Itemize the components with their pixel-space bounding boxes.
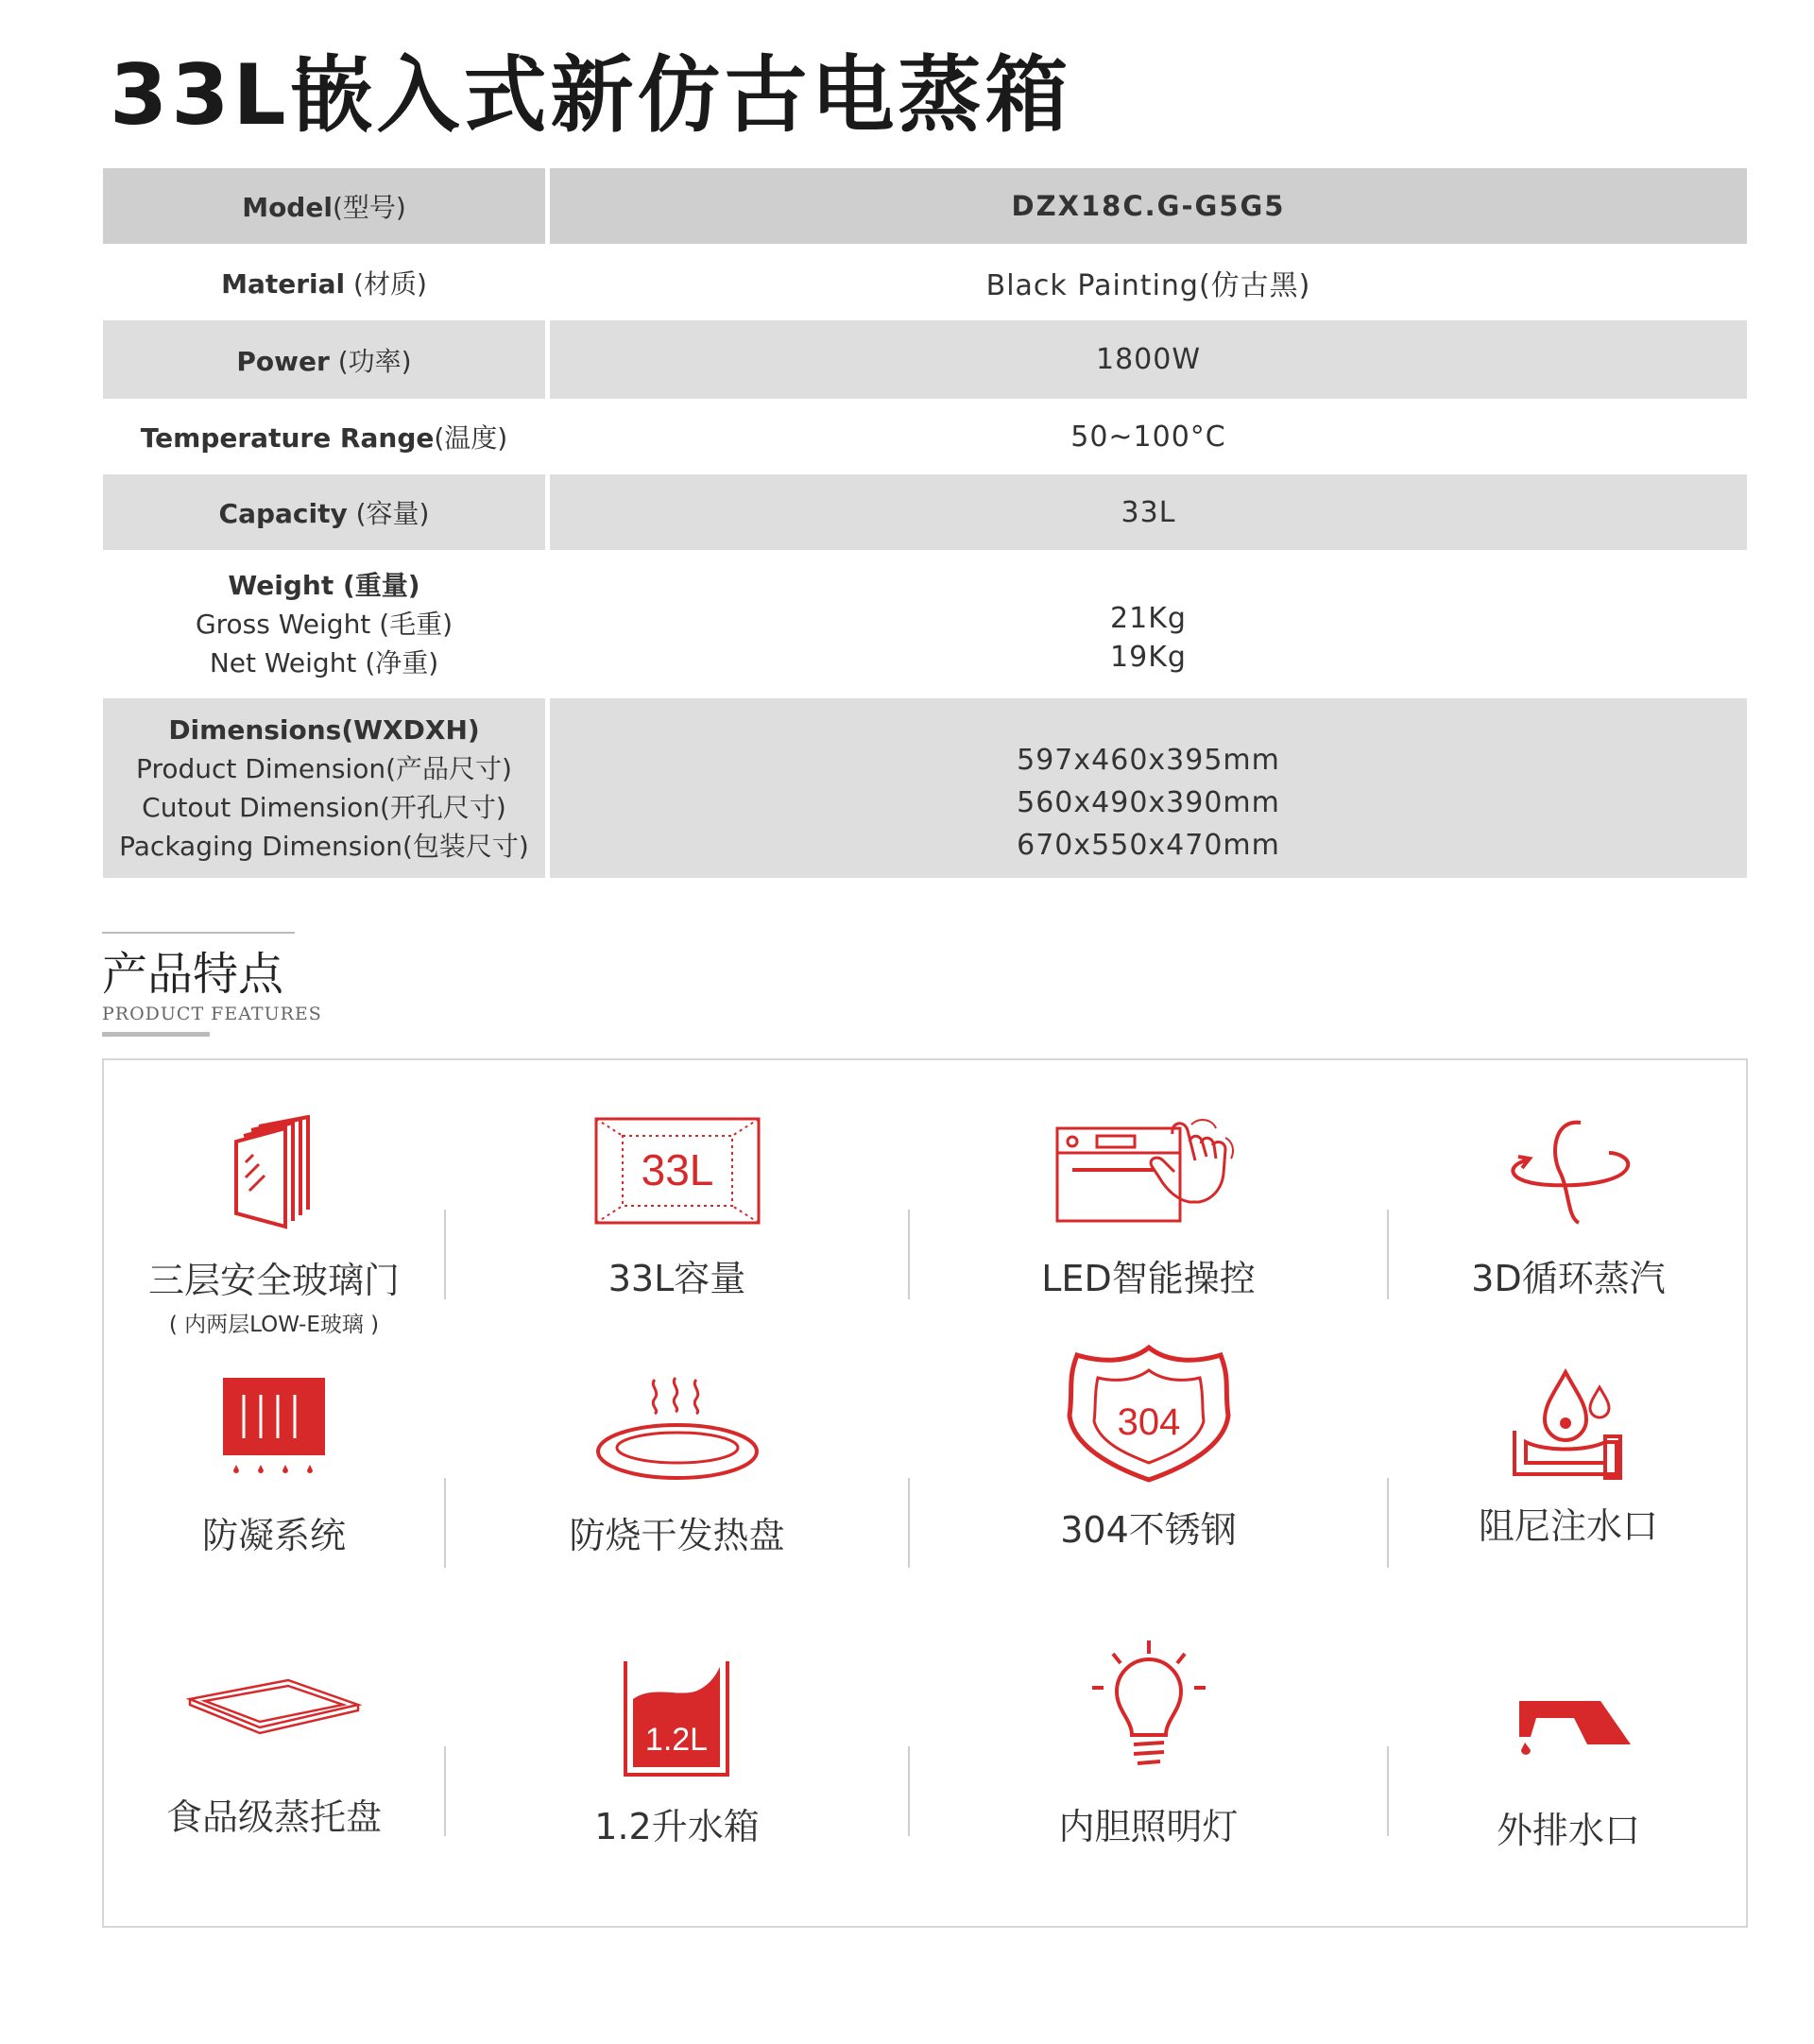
stainless-steel-shield-icon	[1064, 1342, 1234, 1484]
feature-label: 内胆照明灯	[1058, 1806, 1239, 1847]
feature-led-control	[910, 1115, 1387, 1301]
temperature-label-cn: (温度)	[434, 422, 508, 454]
model-label-cn: (型号)	[332, 192, 406, 223]
capacity-label-cn: (容量)	[347, 498, 430, 529]
water-tank-icon-text: 1.2L	[644, 1722, 708, 1758]
feature-heating-plate	[446, 1372, 908, 1558]
packaging-dimension-label: Packaging Dimension(包装尺寸)	[119, 831, 529, 862]
feature-stainless-304	[910, 1342, 1387, 1553]
damped-water-inlet-icon	[1507, 1365, 1630, 1484]
material-value: Black Painting(仿古黑)	[985, 268, 1311, 302]
external-drain-icon	[1502, 1695, 1634, 1767]
capacity-icon	[592, 1115, 762, 1227]
spec-row-model	[103, 168, 1747, 244]
water-tank-icon	[616, 1658, 739, 1780]
feature-capacity	[446, 1115, 908, 1301]
feature-label: 3D循环蒸汽	[1471, 1258, 1666, 1299]
spec-row-material	[103, 244, 1747, 320]
section-bottom-rule	[102, 1032, 210, 1037]
capacity-value: 33L	[1121, 495, 1176, 529]
dimensions-label: Dimensions(WXDXH)	[168, 714, 480, 746]
spec-row-weight	[103, 550, 1747, 698]
page-title: 33L嵌入式新仿古电蒸箱	[110, 46, 1072, 144]
feature-water-inlet	[1389, 1365, 1748, 1549]
material-label: Material	[221, 267, 346, 300]
material-label-cn: (材质)	[345, 267, 427, 300]
spec-row-dimensions	[103, 698, 1747, 878]
feature-label: 33L容量	[608, 1258, 746, 1299]
spec-row-capacity	[103, 474, 1747, 550]
feature-label: 阻尼注水口	[1478, 1505, 1658, 1547]
net-weight-label: Net Weight (净重)	[209, 647, 439, 678]
feature-steam-tray	[104, 1671, 444, 1840]
shield-icon-text: 304	[1117, 1401, 1180, 1443]
feature-label: LED智能操控	[1041, 1258, 1256, 1299]
model-value: DZX18C.G-G5G5	[1011, 190, 1286, 222]
interior-light-icon	[1083, 1637, 1215, 1778]
spec-row-power	[103, 320, 1747, 399]
section-title: 产品特点	[102, 948, 284, 1001]
gross-weight-value: 21Kg	[1110, 601, 1187, 635]
power-label-cn: (功率)	[329, 345, 412, 377]
feature-label: 外排水口	[1496, 1810, 1640, 1851]
feature-interior-light	[910, 1637, 1387, 1849]
net-weight-value: 19Kg	[1110, 640, 1187, 674]
3d-steam-cycle-icon	[1497, 1115, 1639, 1227]
packaging-dimension-value: 670x550x470mm	[1017, 828, 1280, 862]
product-dimension-label: Product Dimension(产品尺寸)	[136, 753, 512, 784]
feature-3d-steam	[1389, 1115, 1748, 1301]
section-subtitle: PRODUCT FEATURES	[102, 1004, 322, 1024]
spec-table	[103, 168, 1747, 878]
anti-condensation-icon	[217, 1372, 331, 1482]
feature-label: 三层安全玻璃门	[147, 1260, 400, 1301]
feature-water-tank	[446, 1658, 908, 1849]
feature-label: 防凝系统	[201, 1515, 346, 1556]
glass-door-icon	[217, 1115, 331, 1238]
cutout-dimension-label: Cutout Dimension(开孔尺寸)	[142, 792, 506, 823]
spec-row-temperature	[103, 399, 1747, 474]
feature-glass-door	[104, 1115, 444, 1338]
capacity-icon-text: 33L	[641, 1145, 713, 1194]
steam-tray-icon	[184, 1671, 364, 1746]
power-label: Power	[236, 345, 330, 377]
heating-plate-icon	[592, 1372, 762, 1482]
feature-label: 防烧干发热盘	[569, 1515, 785, 1556]
led-touch-control-icon	[1050, 1115, 1248, 1227]
features-panel	[102, 1058, 1748, 1928]
product-dimension-value: 597x460x395mm	[1017, 743, 1280, 777]
capacity-label: Capacity	[218, 498, 348, 529]
gross-weight-label: Gross Weight (毛重)	[195, 609, 454, 640]
feature-label: 304不锈钢	[1060, 1509, 1237, 1551]
cutout-dimension-value: 560x490x390mm	[1017, 785, 1280, 819]
model-label: Model	[242, 192, 333, 223]
section-top-rule	[102, 932, 295, 934]
temperature-value: 50~100°C	[1070, 420, 1226, 454]
feature-label: 1.2升水箱	[594, 1806, 760, 1847]
feature-label: 食品级蒸托盘	[165, 1796, 382, 1838]
feature-sublabel: ( 内两层LOW-E玻璃 )	[168, 1313, 380, 1337]
feature-anti-condensation	[104, 1372, 444, 1558]
feature-external-drain	[1389, 1695, 1748, 1853]
temperature-label: Temperature Range	[140, 422, 435, 454]
weight-label: Weight (重量)	[228, 570, 420, 601]
power-value: 1800W	[1095, 343, 1201, 376]
